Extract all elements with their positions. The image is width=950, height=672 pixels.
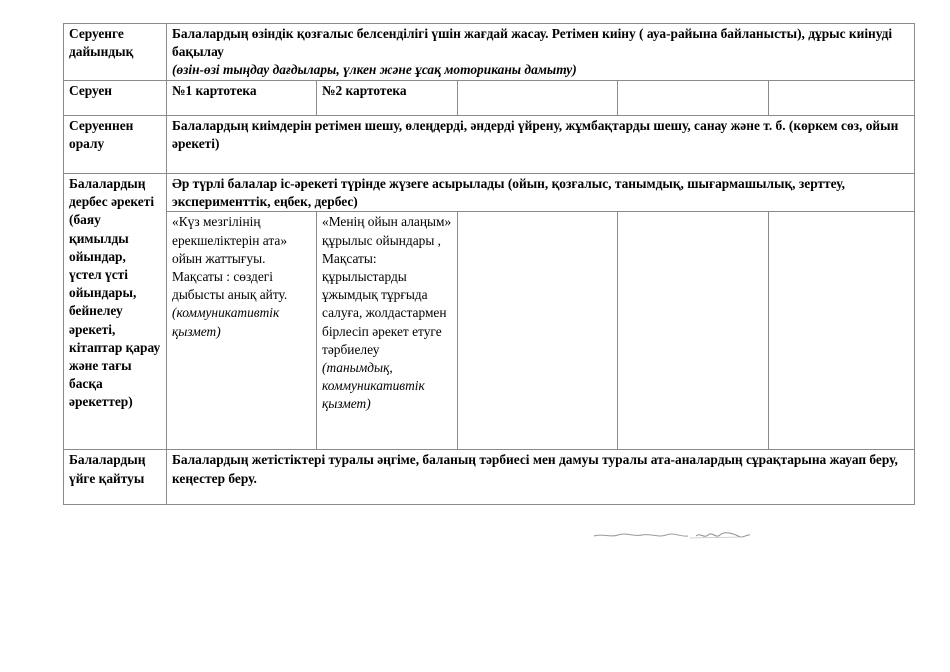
row-label-independent: Балалардың дербес әрекеті (баяу қимылды ойындар, үстел үсті ойындары, бейнелеу әрекеті, кітаптар қарау және тағы басқа әрекеттер) <box>64 174 167 450</box>
prep-text: Балалардың өзіндік қозғалыс белсенділігі үшін жағдай жасау. Ретімен киіну ( ауа-райына байланысты), дұрыс киінуді бақылау <box>172 26 893 60</box>
table-row <box>64 174 915 212</box>
table-row <box>64 450 915 505</box>
independent-col1-note: (коммуникативтік қызмет) <box>172 305 280 339</box>
independent-col1 <box>167 212 317 450</box>
row-label-return: Серуеннен оралу <box>64 116 167 174</box>
row-label-prep: Серуенге дайындық <box>64 24 167 81</box>
walk-card-1: №1 картотека <box>167 81 317 116</box>
empty-cell <box>458 81 618 116</box>
empty-cell <box>769 212 915 450</box>
table-row <box>64 24 915 81</box>
independent-col1-text: «Күз мезгілінің ерекшеліктерін ата» ойын жаттығуы. Мақсаты : сөздегі дыбысты анық айту. <box>172 214 288 303</box>
row-label-home: Балалардың үйге қайтуы <box>64 450 167 505</box>
table-row <box>64 212 915 450</box>
empty-cell <box>618 212 769 450</box>
table-row <box>64 116 915 174</box>
row-label-walk: Серуен <box>64 81 167 116</box>
independent-col2-note: (танымдық, коммуникативтік қызмет) <box>322 360 425 412</box>
independent-col2 <box>317 212 458 450</box>
walk-card-2: №2 картотека <box>317 81 458 116</box>
table-row <box>64 81 915 116</box>
home-text: Балалардың жетістіктері туралы әңгіме, баланың тәрбиесі мен дамуы туралы ата-аналардың сұрақтарына жауап беру, кеңестер беру. <box>167 450 915 505</box>
empty-cell <box>769 81 915 116</box>
independent-text: Әр түрлі балалар іс-әрекеті түрінде жүзеге асырылады (ойын, қозғалыс, танымдық, шығармашылық, зерттеу, эксперименттік, еңбек, дербес) <box>167 174 915 212</box>
return-text: Балалардың киімдерін ретімен шешу, өлеңдерді, әндерді үйрену, жұмбақтарды шешу, санау және т. б. (көркем сөз, ойын әрекеті) <box>167 116 915 174</box>
empty-cell <box>458 212 618 450</box>
prep-content <box>167 24 915 81</box>
schedule-table <box>63 23 915 505</box>
empty-cell <box>618 81 769 116</box>
independent-col2-text: «Менің ойын алаңым» құрылыс ойындары , Мақсаты: құрылыстарды ұжымдық тұрғыда салуға, жолдастармен бірлесіп әрекет етуге тәрбиелеу <box>322 214 452 357</box>
signature-scribble <box>592 528 752 542</box>
prep-note: (өзін-өзі тыңдау дағдылары, үлкен және ұсақ моториканы дамыту) <box>172 62 577 78</box>
